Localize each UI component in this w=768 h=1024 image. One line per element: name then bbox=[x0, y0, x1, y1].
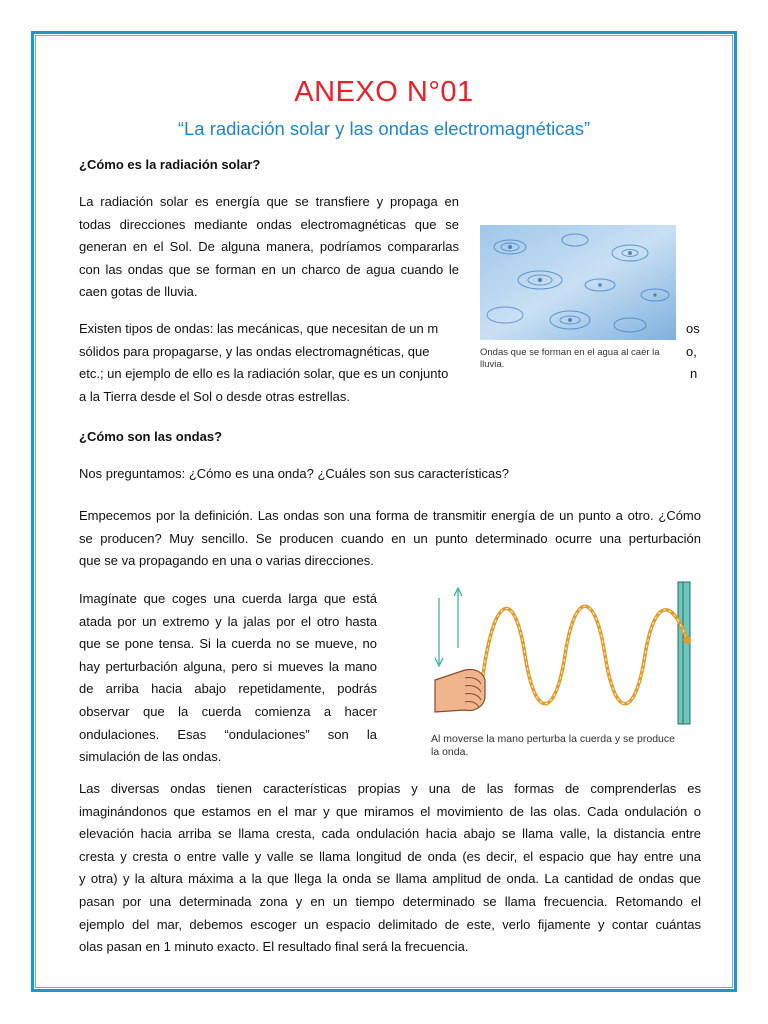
text-line: Empecemos por la definición. Las ondas son una forma de transmitir energía de un punto a otro. ¿Cómo bbox=[79, 508, 701, 523]
text-line: cresta y cresta o entre valle y valle se llama longitud de onda (es decir, el espacio que hay entre una bbox=[79, 848, 701, 864]
text-line: de arriba hacia abajo repetidamente, podrás bbox=[79, 681, 377, 697]
text-line: etc.; un ejemplo de ello es la radiación solar, que es un conjunto bbox=[79, 366, 449, 382]
photo-caption: Ondas que se forman en el agua al caer la lluvia. bbox=[480, 347, 660, 370]
section-heading-radiacion: ¿Cómo es la radiación solar? bbox=[79, 157, 261, 172]
text-line: ondulaciones. Esas “ondulaciones” son la bbox=[79, 726, 377, 742]
text-line: a la Tierra desde el Sol o desde otras estrellas. bbox=[79, 388, 350, 404]
text-line: simulación de las ondas. bbox=[79, 749, 222, 765]
paragraph-definicion bbox=[79, 505, 701, 573]
text-line: todas direcciones mediante ondas electromagnéticas que se bbox=[79, 216, 459, 232]
wave-caption: Al moverse la mano perturba la cuerda y se produce la onda. bbox=[431, 733, 675, 758]
text-line: caen gotas de lluvia. bbox=[79, 284, 198, 300]
text-line: elevación hacia arriba se llama cresta, cada ondulación hacia abajo se llama valle, la distancia entre bbox=[79, 826, 701, 842]
text-line: se producen? Muy sencillo. Se producen cuando en un punto determinado ocurre una perturbación bbox=[79, 530, 701, 546]
text-line: olas pasan en 1 minuto exacto. El resultado final será la frecuencia. bbox=[79, 939, 469, 955]
paragraph-caracteristicas bbox=[79, 778, 701, 959]
text-line: y otra) y la altura máxima a la que llega la onda se llama amplitud de onda. La cantidad de ondas que bbox=[79, 871, 701, 887]
text-line: sólidos para propagarse, y las ondas electromagnéticas, que bbox=[79, 343, 430, 359]
rope-wave-illustration bbox=[425, 580, 710, 732]
section-heading-ondas: ¿Cómo son las ondas? bbox=[79, 429, 223, 444]
document-title: ANEXO N°01 bbox=[294, 76, 474, 108]
paragraph-radiacion-intro bbox=[79, 191, 459, 304]
text-line: ejemplo del mar, debemos escoger un espacio delimitado de este, verlo fijamente y contar cuántas bbox=[79, 916, 701, 932]
text-line: imaginándonos que estamos en el mar y que miramos el movimiento de las olas. Cada ondulación o bbox=[79, 803, 701, 819]
text-fragment-right: n bbox=[690, 366, 698, 381]
text-line: Imagínate que coges una cuerda larga que está bbox=[79, 591, 377, 606]
text-fragment-right: os bbox=[686, 321, 700, 336]
paragraph-tipos-ondas bbox=[79, 318, 479, 408]
text-line: con las ondas que se forman en un charco de agua cuando le bbox=[79, 261, 459, 277]
text-line: que se pone tensa. Si la cuerda no se mueve, no bbox=[79, 636, 377, 652]
document-subtitle: “La radiación solar y las ondas electromagnéticas” bbox=[177, 118, 591, 139]
text-line: La radiación solar es energía que se transfiere y propaga en bbox=[79, 194, 459, 209]
rain-ripples-photo bbox=[480, 225, 676, 340]
text-line: Las diversas ondas tienen características propias y una de las formas de comprenderlas es bbox=[79, 781, 701, 796]
text-line: atada por un extremo y la jalas por el otro hasta bbox=[79, 613, 377, 629]
text-line: que se va propagando en una o varias direcciones. bbox=[79, 553, 374, 569]
text-line: hay perturbación alguna, pero si mueves la mano bbox=[79, 658, 377, 674]
text-line: pasan por una determinada zona y en un tiempo determinado se llama frecuencia. Retomando el bbox=[79, 893, 701, 909]
paragraph-preguntas: Nos preguntamos: ¿Cómo es una onda? ¿Cuáles son sus características? bbox=[79, 466, 509, 481]
text-line: observar que la cuerda comienza a hacer bbox=[79, 703, 377, 719]
text-line: generan en el Sol. De alguna manera, podríamos compararlas bbox=[79, 239, 459, 255]
text-line: Existen tipos de ondas: las mecánicas, que necesitan de un m bbox=[79, 321, 439, 336]
paragraph-cuerda bbox=[79, 588, 377, 769]
text-fragment-right: o, bbox=[686, 344, 697, 359]
